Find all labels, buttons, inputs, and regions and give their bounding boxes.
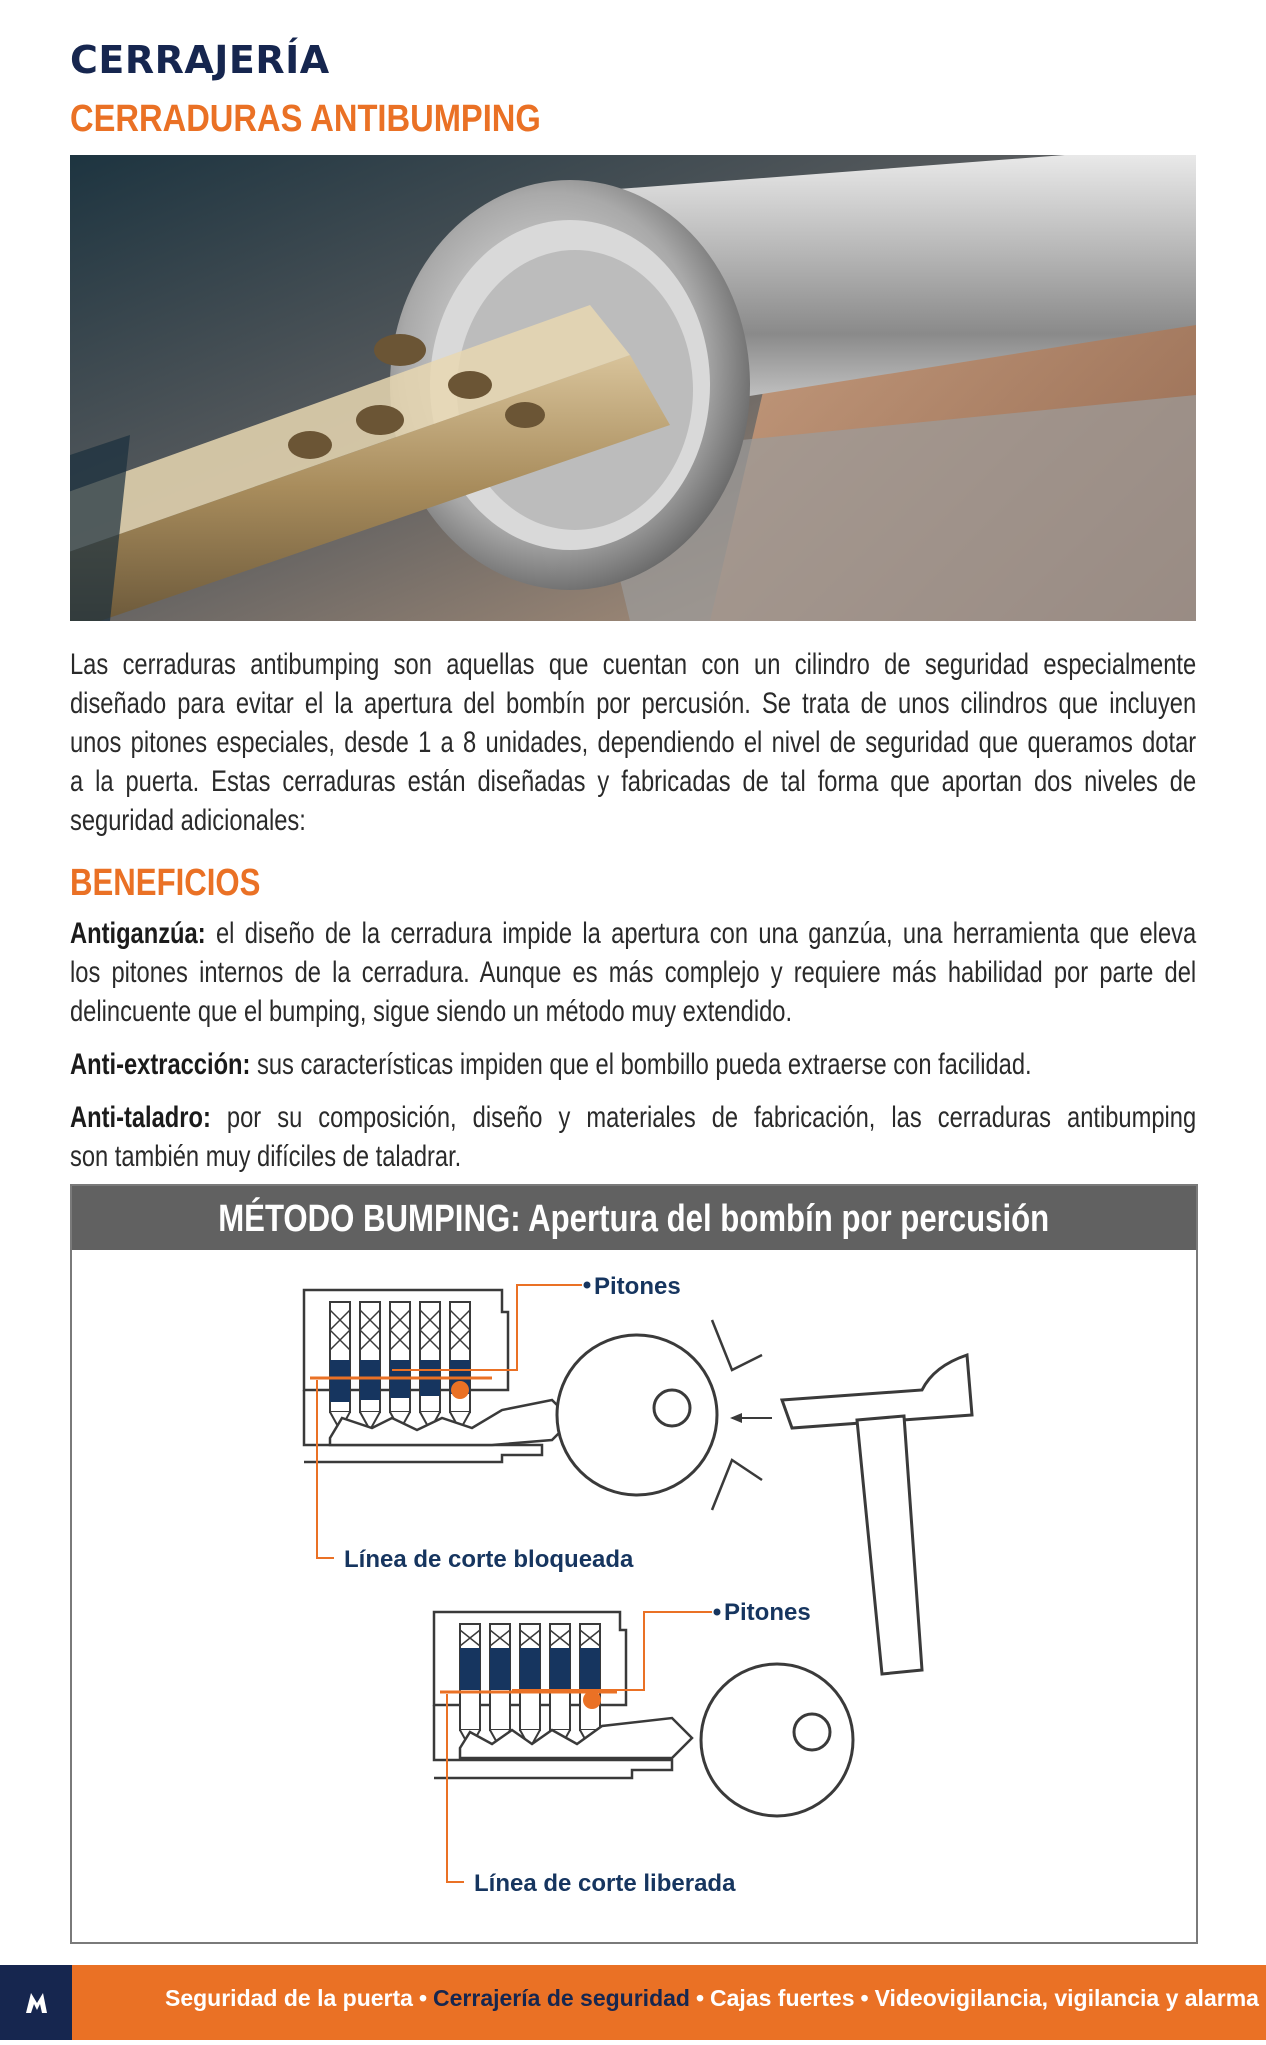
intro-paragraph bbox=[70, 645, 1196, 840]
benefit-text: los pitones internos de la cerradura. Aunque es más complejo y requiere más habilidad por parte del bbox=[70, 956, 1197, 989]
footer-separator: • bbox=[695, 1985, 705, 2011]
hero-image bbox=[70, 155, 1196, 621]
top-pins-label: Pitones bbox=[594, 1273, 681, 1300]
benefit-anti-taladro bbox=[70, 1098, 1196, 1176]
benefits-heading: BENEFICIOS bbox=[70, 862, 261, 904]
benefit-text: el diseño de la cerradura impide la apertura con una ganzúa, una herramienta que eleva bbox=[215, 917, 1197, 950]
benefit-text: por su composición, diseño y materiales de fabricación, las cerraduras antibumping bbox=[226, 1101, 1197, 1134]
hammer-icon bbox=[782, 1355, 972, 1674]
benefit-term: Anti-taladro: bbox=[70, 1101, 211, 1134]
pin-stack-blocked bbox=[330, 1302, 470, 1430]
lock-released bbox=[434, 1599, 853, 1897]
benefit-text: sus características impiden que el bombillo pueda extraerse con facilidad. bbox=[257, 1048, 1032, 1081]
intro-line: a la puerta. Estas cerraduras están diseñadas y fabricadas de tal forma que aportan dos niveles de bbox=[70, 765, 1197, 798]
intro-line: seguridad adicionales: bbox=[70, 804, 306, 837]
lock-blocked bbox=[304, 1273, 972, 1674]
brand-logo bbox=[0, 1965, 72, 2040]
benefit-term: Anti-extracción: bbox=[70, 1048, 251, 1081]
footer-nav-item[interactable]: Videovigilancia, vigilancia y alarma bbox=[874, 1985, 1259, 2011]
bumping-diagram bbox=[70, 1184, 1198, 1944]
diagram-title-bold: MÉTODO BUMPING: bbox=[218, 1198, 521, 1240]
intro-line: Las cerraduras antibumping son aquellas que cuentan con un cilindro de seguridad especialmente bbox=[70, 648, 1197, 681]
benefit-antiganzua bbox=[70, 914, 1196, 1031]
intro-line: diseñado para evitar el la apertura del bombín por percusión. Se trata de unos cilindros que incluyen bbox=[70, 687, 1197, 720]
key-in-lock-photo bbox=[70, 155, 1196, 621]
section-title: CERRAJERÍA bbox=[70, 38, 330, 82]
bottom-pins-label: Pitones bbox=[724, 1599, 811, 1626]
intro-line: unos pitones especiales, desde 1 a 8 unidades, dependiendo el nivel de seguridad que queramos dotar bbox=[70, 726, 1197, 759]
diagram-title-rest: Apertura del bombín por percusión bbox=[528, 1198, 1050, 1240]
benefit-term: Antiganzúa: bbox=[70, 917, 206, 950]
brand-m-icon bbox=[0, 1965, 72, 2040]
benefit-text: delincuente que el bumping, sigue siendo un método muy extendido. bbox=[70, 995, 793, 1028]
benefit-text: son también muy difíciles de taladrar. bbox=[70, 1140, 462, 1173]
footer-nav bbox=[165, 1985, 1259, 2012]
footer-separator: • bbox=[418, 1985, 428, 2011]
footer-bar bbox=[0, 1965, 1266, 2040]
footer-nav-item[interactable]: Cajas fuertes bbox=[710, 1985, 855, 2011]
footer-nav-item-active[interactable]: Cerrajería de seguridad bbox=[433, 1985, 690, 2011]
bumping-illustration bbox=[72, 1250, 1196, 1940]
bottom-cutline-label: Línea de corte liberada bbox=[474, 1870, 736, 1897]
subsection-title: CERRADURAS ANTIBUMPING bbox=[70, 98, 541, 140]
footer-nav-item[interactable]: Seguridad de la puerta bbox=[165, 1985, 413, 2011]
benefit-anti-extraccion bbox=[70, 1045, 1196, 1084]
footer-separator: • bbox=[860, 1985, 869, 2011]
diagram-header bbox=[72, 1186, 1196, 1250]
top-cutline-label: Línea de corte bloqueada bbox=[344, 1546, 634, 1573]
pin-stack-released bbox=[460, 1624, 600, 1748]
